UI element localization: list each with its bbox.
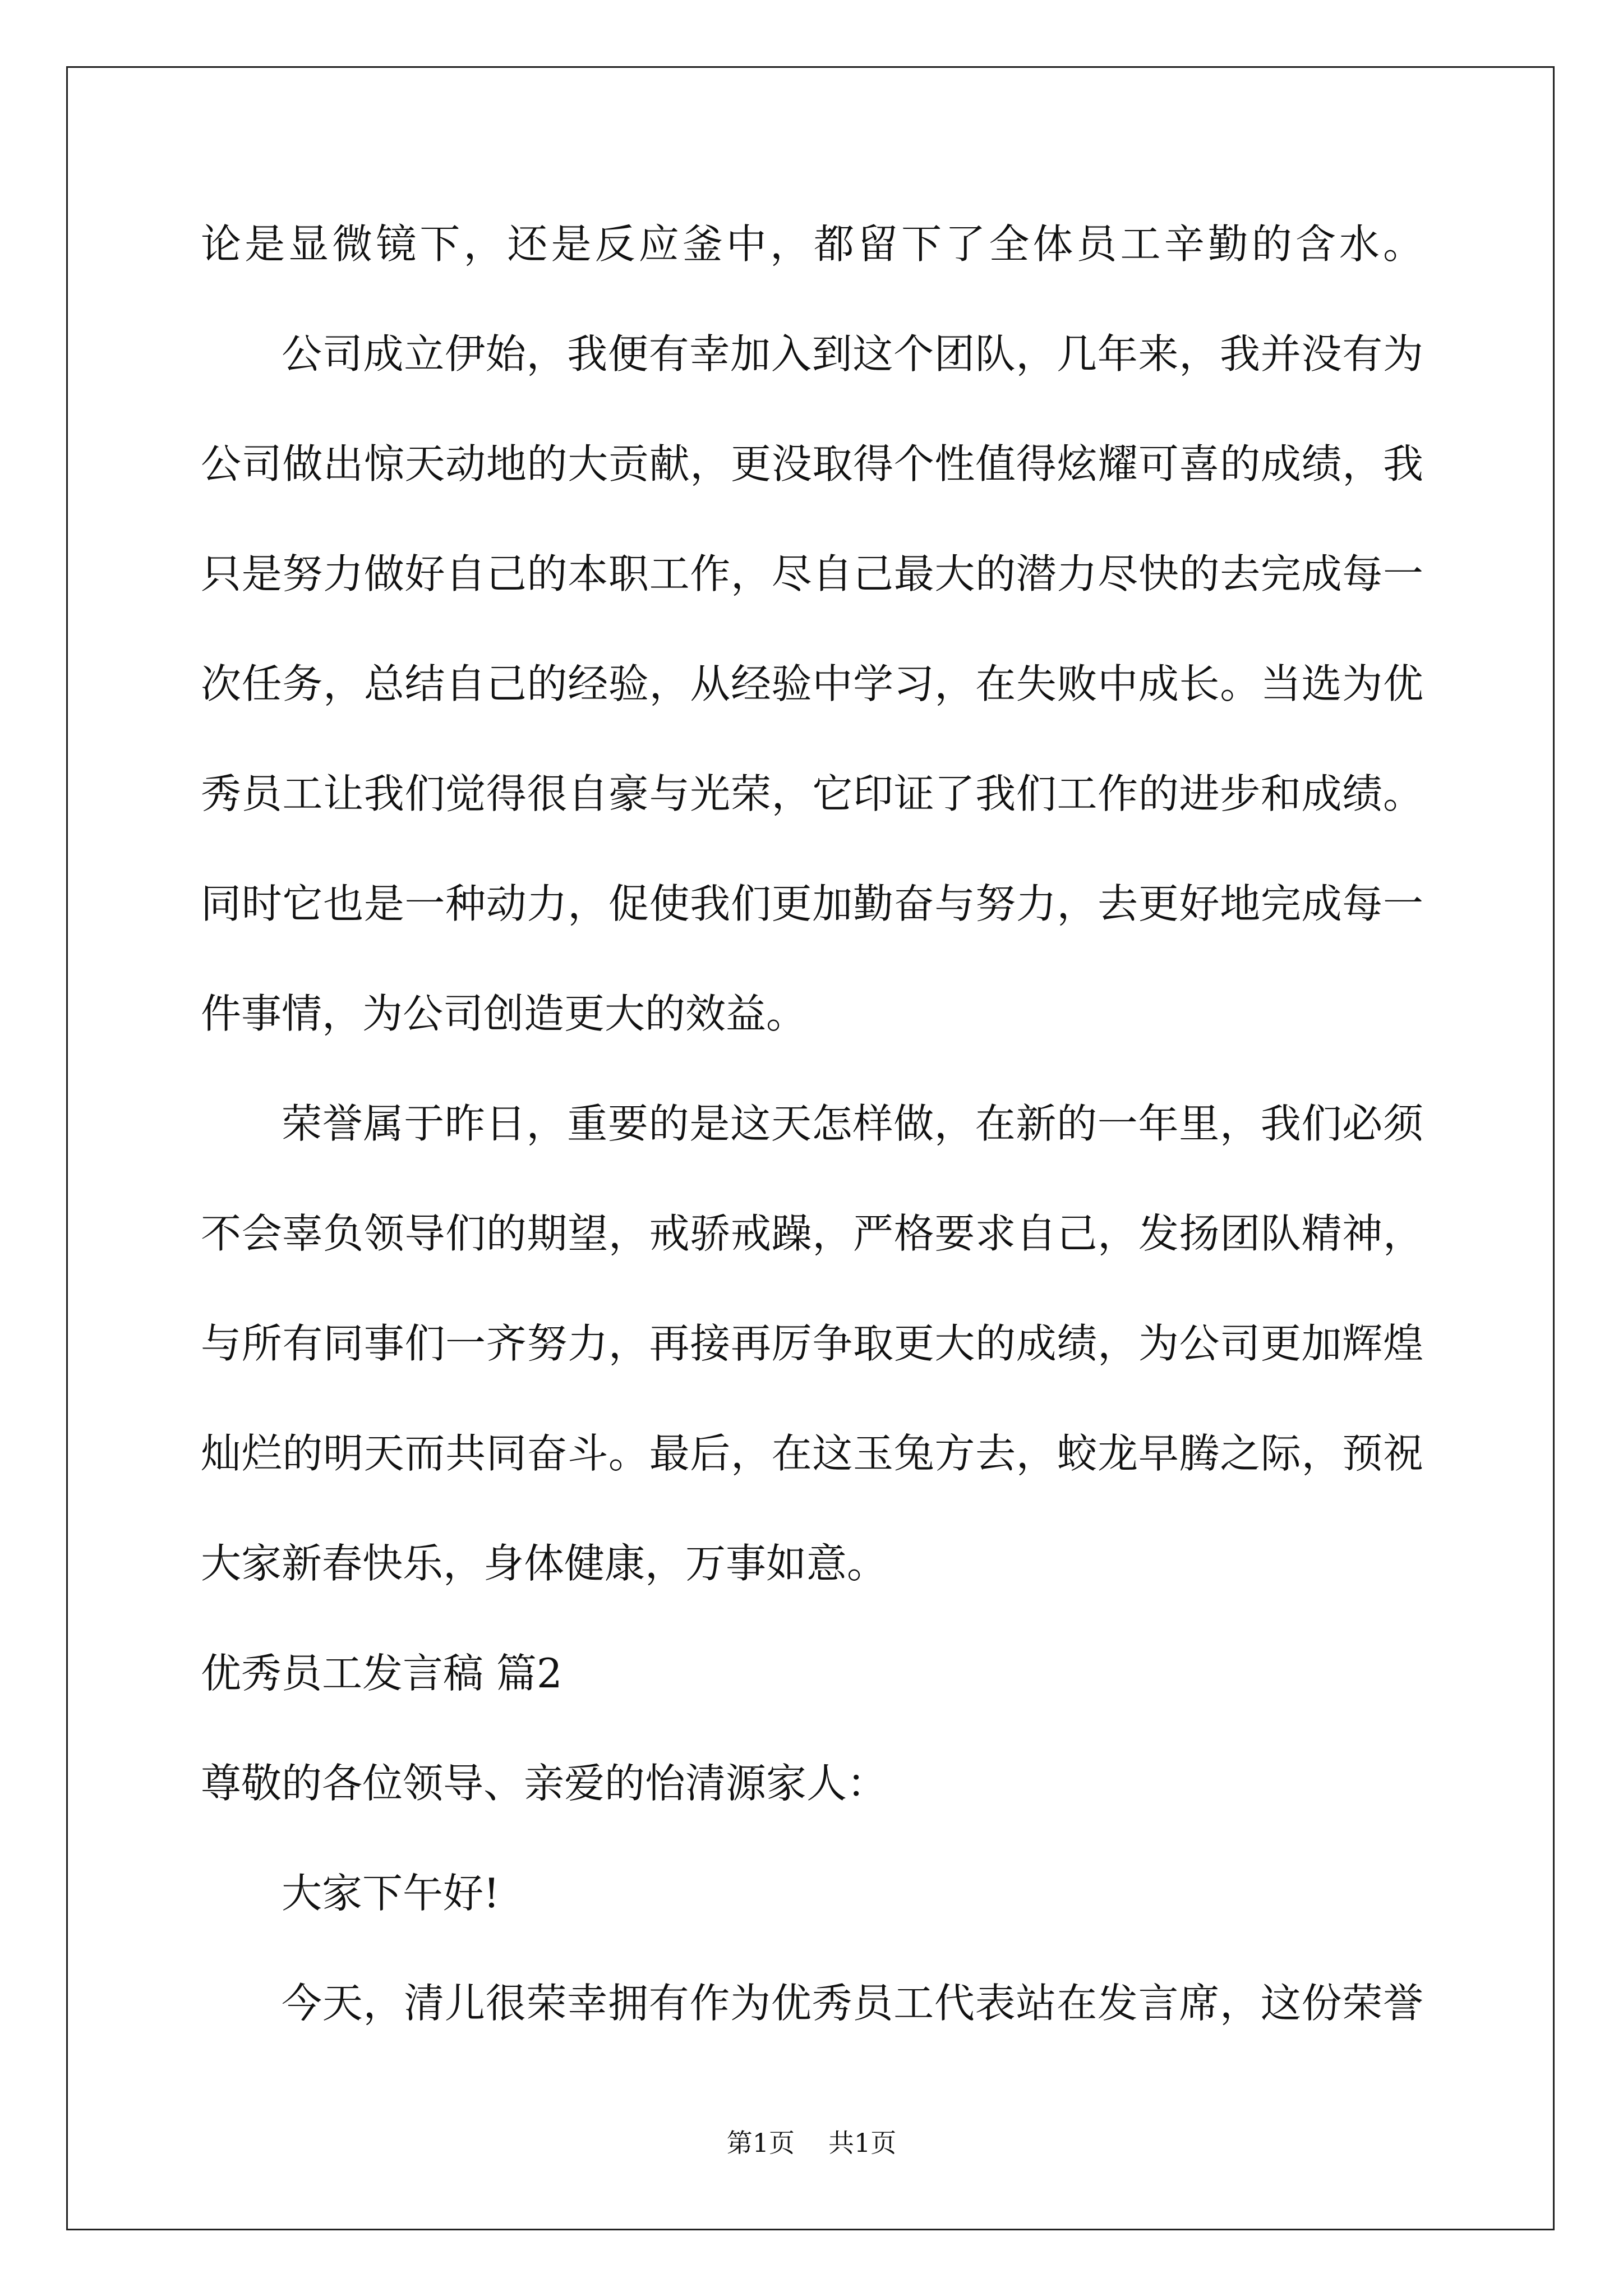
paragraph-line: 公司成立伊始，我便有幸加入到这个团队，几年来，我并没有为 xyxy=(282,330,1423,378)
page-footer xyxy=(0,2126,1623,2160)
paragraph-line: 公司做出惊天动地的大贡献，更没取得个性值得炫耀可喜的成绩，我 xyxy=(201,440,1423,487)
page-number-current: 第1页 xyxy=(726,2128,795,2158)
paragraph-line: 只是努力做好自己的本职工作，尽自己最大的潜力尽快的去完成每一 xyxy=(201,550,1423,597)
paragraph-line: 秀员工让我们觉得很自豪与光荣，它印证了我们工作的进步和成绩。 xyxy=(201,770,1423,817)
paragraph-line: 灿烂的明天而共同奋斗。最后，在这玉兔方去，蛟龙早腾之际，预祝 xyxy=(201,1430,1423,1477)
paragraph-line: 次任务，总结自己的经验，从经验中学习，在失败中成长。当选为优 xyxy=(201,660,1423,707)
paragraph-line: 与所有同事们一齐努力，再接再厉争取更大的成绩，为公司更加辉煌 xyxy=(201,1320,1423,1367)
paragraph-line: 今天，清儿很荣幸拥有作为优秀员工代表站在发言席，这份荣誉 xyxy=(282,1980,1423,2027)
paragraph-line: 大家新春快乐，身体健康，万事如意。 xyxy=(201,1540,888,1587)
page-number-total: 共1页 xyxy=(828,2128,897,2158)
section-heading: 优秀员工发言稿 篇2 xyxy=(201,1650,562,1697)
paragraph-line: 同时它也是一种动力，促使我们更加勤奋与努力，去更好地完成每一 xyxy=(201,880,1423,927)
paragraph-line: 荣誉属于昨日，重要的是这天怎样做，在新的一年里，我们必须 xyxy=(282,1100,1423,1147)
greeting-line: 大家下午好! xyxy=(282,1870,500,1917)
document-body xyxy=(201,213,1423,2082)
paragraph-line: 论是显微镜下，还是反应釜中，都留下了全体员工辛勤的含水。 xyxy=(201,220,1423,268)
salutation-line: 尊敬的各位领导、亲爱的怡清源家人： xyxy=(201,1760,888,1807)
paragraph-line: 不会辜负领导们的期望，戒骄戒躁，严格要求自己，发扬团队精神， xyxy=(201,1210,1423,1257)
paragraph-line: 件事情，为公司创造更大的效益。 xyxy=(201,990,807,1037)
